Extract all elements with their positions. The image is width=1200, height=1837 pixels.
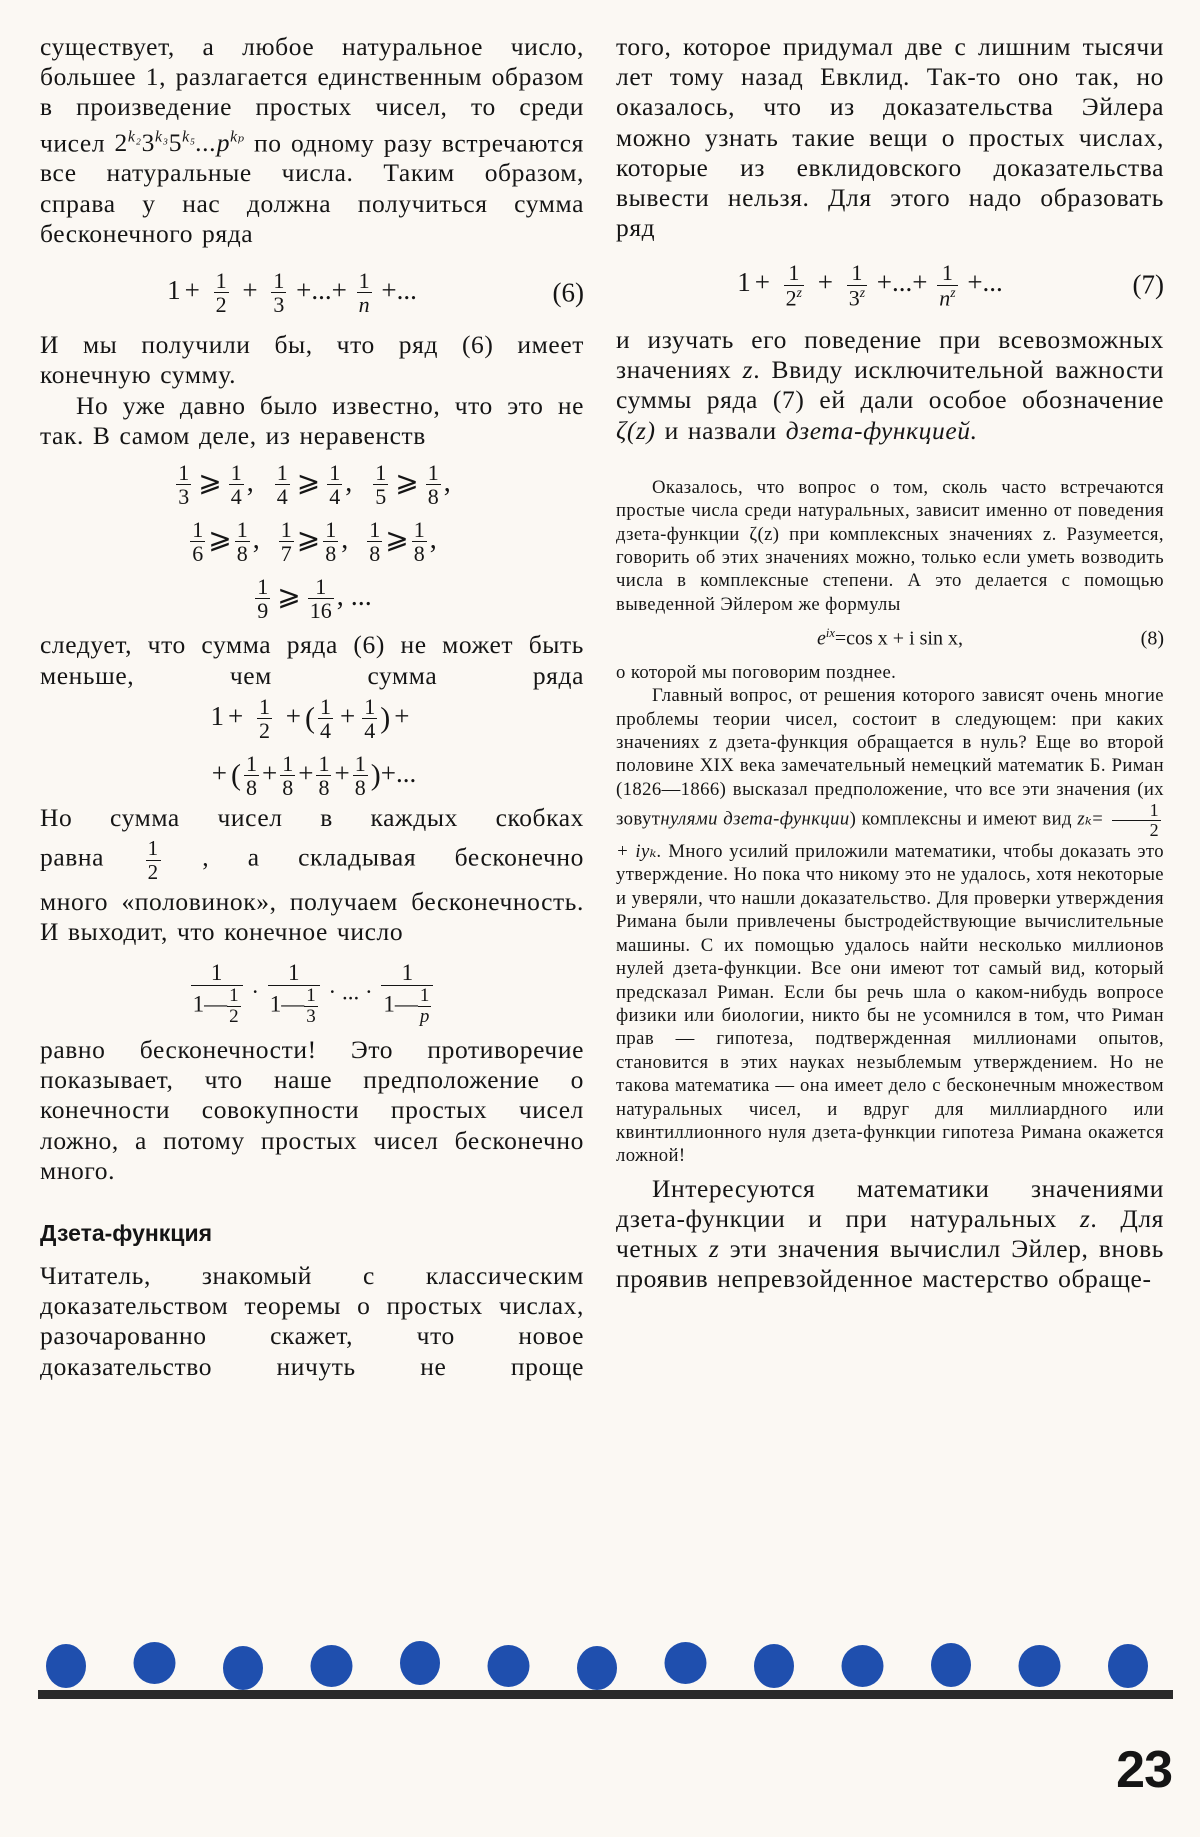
sum-row-1: 1 + $\frac{1}{2}$ + ( $\frac{1}{4}$ + $\frac{1}{4}$ ) +: [210, 693, 410, 743]
decor-dot: [1108, 1644, 1148, 1688]
left-paragraph-5a: Но сумма чисел в каждых скобках: [40, 803, 584, 833]
prime-product: $2^{k_2}3^{k_3}5^{k_5}...p^{k_p}$: [114, 128, 245, 158]
product-formula: 1 1— $\frac{1}{2}$ · 1 1— $\frac{1}{3}$ · ... · 1 1— $\frac{1}{p}$: [40, 961, 584, 1027]
decor-dot: [577, 1646, 617, 1690]
left-paragraph-2: И мы получили бы, что ряд (6) имеет конечную сумму.: [40, 330, 584, 390]
left-paragraph-4: следует, что сумма ряда (6) не может быть меньше, чем сумма ряда: [40, 630, 584, 690]
left-paragraph-5c: много «половинок», получаем бесконечность. И выходит, что конечное число: [40, 886, 584, 946]
equation-7-number: (7): [1132, 269, 1164, 300]
left-paragraph-1: [40, 32, 584, 249]
left-p1-text: существует, а любое натуральное число, большее 1, разлагается единственным образом в произведение простых чисел, то среди чисел: [40, 32, 584, 158]
decor-dot: [223, 1646, 263, 1690]
decor-dot: [400, 1641, 440, 1685]
inequalities: [40, 461, 584, 623]
equation-7: 1 + $\frac{1}{2^z}$ + $\frac{1}{3^z}$ +...+ $\frac{1}{n^z}$ +... (7): [737, 260, 1164, 310]
left-p1-cont: по одному разу встречаются все натуральные числа. Таким образом, справа у нас должна получиться сумма бесконечного ряда: [40, 128, 584, 248]
page-number: 23: [1116, 1741, 1172, 1799]
decorative-dots-bar: [38, 1635, 1173, 1705]
equation-6: 1 + $\frac{1}{2}$ + $\frac{1}{3}$ +...+ $\frac{1}{n}$ +... (6): [167, 267, 584, 318]
right-paragraph-3: Интересуются математики значениями дзета-функции и при натуральных z. Для четных z эти значения вычислил Эйлер, вновь проявив непревзойденное мастерство обраще-: [616, 1173, 1164, 1294]
decor-dot: [46, 1644, 86, 1688]
inequalities-row-2: $\frac{1}{6}$ ⩾ $\frac{1}{8}$ , $\frac{1}{7}$ ⩾ $\frac{1}{8}$ , $\frac{1}{8}$ ⩾ $\frac{1}{8}$ ,: [192, 517, 437, 567]
equation-8: $e^{ix}=\cos$ x + i sin x, (8): [817, 626, 1164, 650]
left-paragraph-6: равно бесконечности! Это противоречие показывает, что наше предположение о конечности совокупности простых чисел ложно, а потому простых чисел бесконечно много.: [40, 1034, 584, 1185]
decor-dot: [842, 1645, 884, 1687]
inequalities-row-3: $\frac{1}{9}$ ⩾ $\frac{1}{16}$ , ...: [257, 574, 372, 624]
equation-6-number: (6): [552, 277, 584, 308]
left-paragraph-5b: равна $\frac{1}{2}$ , а складывая бесконечно: [40, 836, 584, 884]
left-paragraph-3: Но уже давно было известно, что это не так. В самом деле, из неравенств: [40, 390, 584, 450]
decor-dot: [488, 1645, 530, 1687]
decor-dot: [665, 1642, 707, 1684]
right-column: [616, 32, 1164, 1295]
decor-bar: [38, 1690, 1173, 1699]
equation-8-number: (8): [1140, 627, 1164, 650]
left-column: [40, 32, 584, 1382]
decor-dot: [754, 1644, 794, 1688]
decor-dot: [1019, 1645, 1061, 1687]
right-small-paragraph-3: Главный вопрос, от решения которого зависят очень многие проблемы теории чисел, состоит в следующем: при каких значениях z дзета-функция обращается в нуль? Еще во второй половине XIX века замечательный немецкий математик Б. Риман (1826—1866) высказал предположение, что все эти значения (их зовутнулями дзета-функции) комплексны и имеют вид zₖ= $\frac{1}{2}$ + iyₖ. Много усилий приложили математики, чтобы доказать это утверждение. Но пока что никому это не удалось, хотя некоторые и уверяли, что нашли доказательство. Для проверки утверждения Римана были привлечены быстродействующие вычислительные машины. С их помощью удалось найти несколько миллионов нулей дзета-функции. Все они имеют тот самый вид, который предсказал Риман. Если бы речь шла о каком-нибудь вопросе физики или биологии, никто бы не усомнился в том, что Риман прав — гипотеза, подтвержденная миллионами опытов, становится в этих науках незыблемым утверждением. Но не такова математика — она имеет дело с бесконечным множеством натуральных чисел, и вдруг для миллиардного или квинтиллионного нуля дзета-функции гипотеза Римана окажется ложной!: [616, 685, 1164, 1167]
sum-row-2: + ( $\frac{1}{8}$ + $\frac{1}{8}$ + $\frac{1}{8}$ + $\frac{1}{8}$ )+...: [211, 751, 417, 801]
decor-dot: [134, 1642, 176, 1684]
right-small-paragraph-1: Оказалось, что вопрос о том, сколь часто встречаются простые числа среди натуральных, зависит именно от поведения дзета-функции ζ(z) при комплексных значениях z. Разумеется, говорить об этих значениях можно, только если уметь возводить числа в комплексные степени. А это делается с помощью выведенной Эйлером же формулы: [616, 476, 1164, 615]
inequalities-row-1: $\frac{1}{3}$ ⩾ $\frac{1}{4}$ , $\frac{1}{4}$ ⩾ $\frac{1}{4}$ , $\frac{1}{5}$ ⩾ $\frac{1}{8}$ ,: [178, 459, 451, 510]
decor-dot: [931, 1643, 971, 1687]
left-paragraph-7: Читатель, знакомый с классическим доказательством теоремы о простых числах, разочарованно скажет, что новое доказательство ничуть не проще: [40, 1261, 584, 1381]
section-heading: Дзета-функция: [40, 1220, 213, 1246]
decor-dot: [311, 1645, 353, 1687]
right-paragraph-1: того, которое придумал две с лишним тысячи лет тому назад Евклид. Так-то оно так, но оказалось, что из доказательства Эйлера можно узнать такие вещи о простых числах, которые из евклидовского доказательства вывести нельзя. Для этого надо образовать ряд: [616, 32, 1164, 243]
right-small-paragraph-2: о которой мы поговорим позднее.: [616, 661, 897, 683]
right-paragraph-2: и изучать его поведение при всевозможных значениях z. Ввиду исключительной важности суммы ряда (7) ей дали особое обозначение ζ(z) и назвали дзета-функцией.: [616, 324, 1164, 445]
